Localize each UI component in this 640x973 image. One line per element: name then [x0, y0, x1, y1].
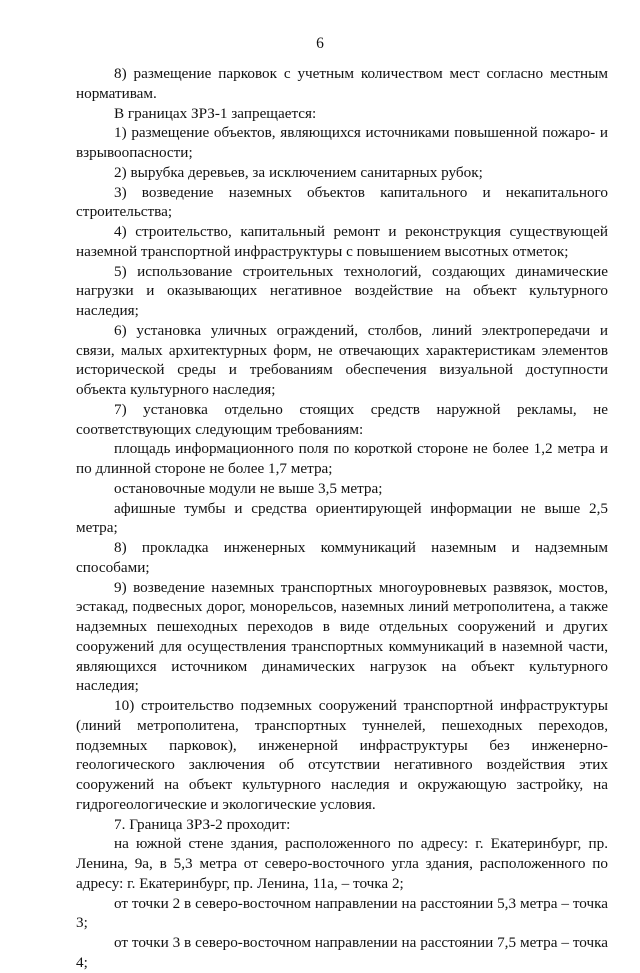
paragraph-item-5: 5) использование строительных технологий, создающих динамические нагрузки и оказывающих негативное воздействие на объект культурного наследия; — [76, 262, 608, 319]
paragraph-zrz1-heading: В границах ЗРЗ-1 запрещается: — [114, 104, 317, 122]
document-body — [76, 64, 608, 973]
paragraph-requirement-area: площадь информационного поля по короткой стороне не более 1,2 метра и по длинной стороне не более 1,7 метра; — [76, 440, 608, 477]
paragraph-requirement-posters: афишные тумбы и средства ориентирующей информации не выше 2,5 метра; — [76, 499, 608, 537]
paragraph-item-2: 2) вырубка деревьев, за исключением санитарных рубок; — [114, 163, 483, 181]
paragraph-item-8: 8) прокладка инженерных коммуникаций наземным и надземным способами; — [76, 539, 608, 576]
paragraph-item-9: 9) возведение наземных транспортных многоуровневых развязок, мостов, эстакад, подвесных дорог, монорельсов, наземных линий метрополитена, а также надземных пешеходных переходов в виде отдельных сооружений и других сооружений для осуществления транспортных коммуникаций в наземной части, являющихся источником динамических нагрузок на объект культурного наследия; — [76, 578, 608, 695]
paragraph-requirement-modules: остановочные модули не выше 3,5 метра; — [114, 479, 383, 497]
paragraph-item-7: 7) установка отдельно стоящих средств наружной рекламы, не соответствующих следующим требованиям: — [76, 400, 608, 438]
paragraph-boundary-point-2: на южной стене здания, расположенного по адресу: г. Екатеринбург, пр. Ленина, 9а, в 5,3 метра от северо-восточного угла здания, расположенного по адресу: г. Екатеринбург, пр. Ленина, 11а, – точка 2; — [76, 835, 608, 892]
paragraph-boundary-point-3: от точки 2 в северо-восточном направлении на расстоянии 5,3 метра – точка 3; — [76, 894, 608, 932]
paragraph-parking: 8) размещение парковок с учетным количеством мест согласно местным нормативам. — [76, 65, 608, 102]
paragraph-boundary-point-4: от точки 3 в северо-восточном направлении на расстоянии 7,5 метра – точка 4; — [76, 934, 608, 971]
paragraph-zrz2-heading: 7. Граница ЗРЗ-2 проходит: — [114, 815, 291, 833]
paragraph-item-1: 1) размещение объектов, являющихся источниками повышенной пожаро- и взрывоопасности; — [76, 124, 608, 161]
paragraph-item-10: 10) строительство подземных сооружений транспортной инфраструктуры (линий метрополитена, транспортных туннелей, пешеходных переходов, подземных парковок), инженерной инфраструктуры без инженерно-геологического заключения об отсутствии негативного воздействия этих сооружений на объект культурного наследия и окружающую застройку, на гидрогеологические и экологические условия. — [76, 697, 608, 813]
paragraph-item-3: 3) возведение наземных объектов капитального и некапитального строительства; — [76, 183, 608, 221]
paragraph-item-6: 6) установка уличных ограждений, столбов, линий электропередачи и связи, малых архитектурных форм, не отвечающих характеристикам элементов исторической среды и требованиям обеспечения визуальной доступности объекта культурного наследия; — [76, 321, 608, 398]
paragraph-item-4: 4) строительство, капитальный ремонт и реконструкция существующей наземной транспортной инфраструктуры с повышением высотных отметок; — [76, 223, 608, 260]
page-number: 6 — [316, 35, 324, 52]
